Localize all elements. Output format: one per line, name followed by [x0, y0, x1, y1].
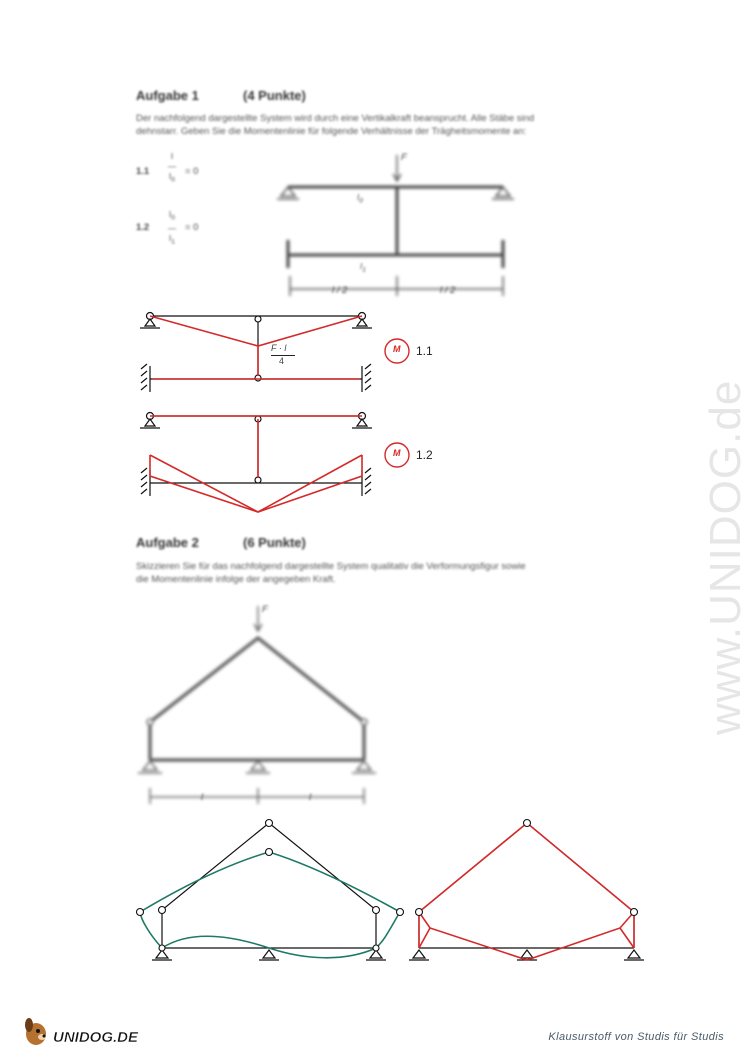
case1-fraction: I — $I_0$ — [168, 152, 176, 184]
task1-dim-left: l / 2 — [332, 285, 348, 296]
case1-number: 1.1 — [136, 166, 150, 177]
task1-points: (4 Punkte) — [243, 88, 306, 103]
case2-number: 1.2 — [136, 222, 150, 233]
task2-dim-right: l — [309, 792, 312, 803]
unidog-logo — [22, 1014, 157, 1050]
task1-text-line1: Der nachfolgend dargestellte System wird durch eine Vertikalkraft beansprucht. Alle Stäbe sind — [136, 113, 535, 124]
footer-tagline: Klausurstoff von Studis für Studis — [548, 1031, 724, 1043]
case2-fraction: $I_0$ — $I_1$ — [168, 210, 176, 246]
watermark — [695, 270, 750, 740]
watermark-text: www.UNIDOG.de — [701, 379, 750, 735]
task2-points: (6 Punkte) — [243, 535, 306, 550]
moment-symbol-1: M — [393, 344, 401, 354]
result-1-1-label: 1.1 — [416, 344, 433, 358]
task2-text-line1: Skizzieren Sie für das nachfolgend dargestellte System qualitativ die Verformungsfigur sowie — [136, 561, 526, 572]
moment-symbol-2: M — [393, 448, 401, 458]
task1-I0-label: $I_0$ — [357, 193, 363, 205]
dog-mascot-icon — [25, 1018, 46, 1045]
moment-value-denominator: 4 — [279, 356, 285, 366]
task1-dim-right: l / 2 — [440, 285, 456, 296]
moment-value-numerator: F · l — [271, 343, 287, 353]
case1-expression: = 0 — [185, 166, 199, 177]
task2-dim-left: l — [201, 792, 204, 803]
task1-text-line2: dehnstarr. Geben Sie die Momentenlinie für folgende Verhältnisse der Trägheitsmomente an: — [136, 126, 527, 137]
case2-expression: = 0 — [185, 222, 199, 233]
task2-text-line2: die Momentenlinie infolge der angegeben Kraft. — [136, 574, 336, 585]
logo-text: UNIDOG.DE — [53, 1029, 139, 1046]
result-1-2-label: 1.2 — [416, 448, 433, 462]
task1-heading: Aufgabe 1 — [136, 88, 199, 103]
task2-heading: Aufgabe 2 — [136, 535, 199, 550]
task1-force-label: F — [401, 152, 407, 163]
task1-I1-label: $I_1$ — [360, 262, 366, 274]
task2-force-label: F — [262, 604, 268, 615]
